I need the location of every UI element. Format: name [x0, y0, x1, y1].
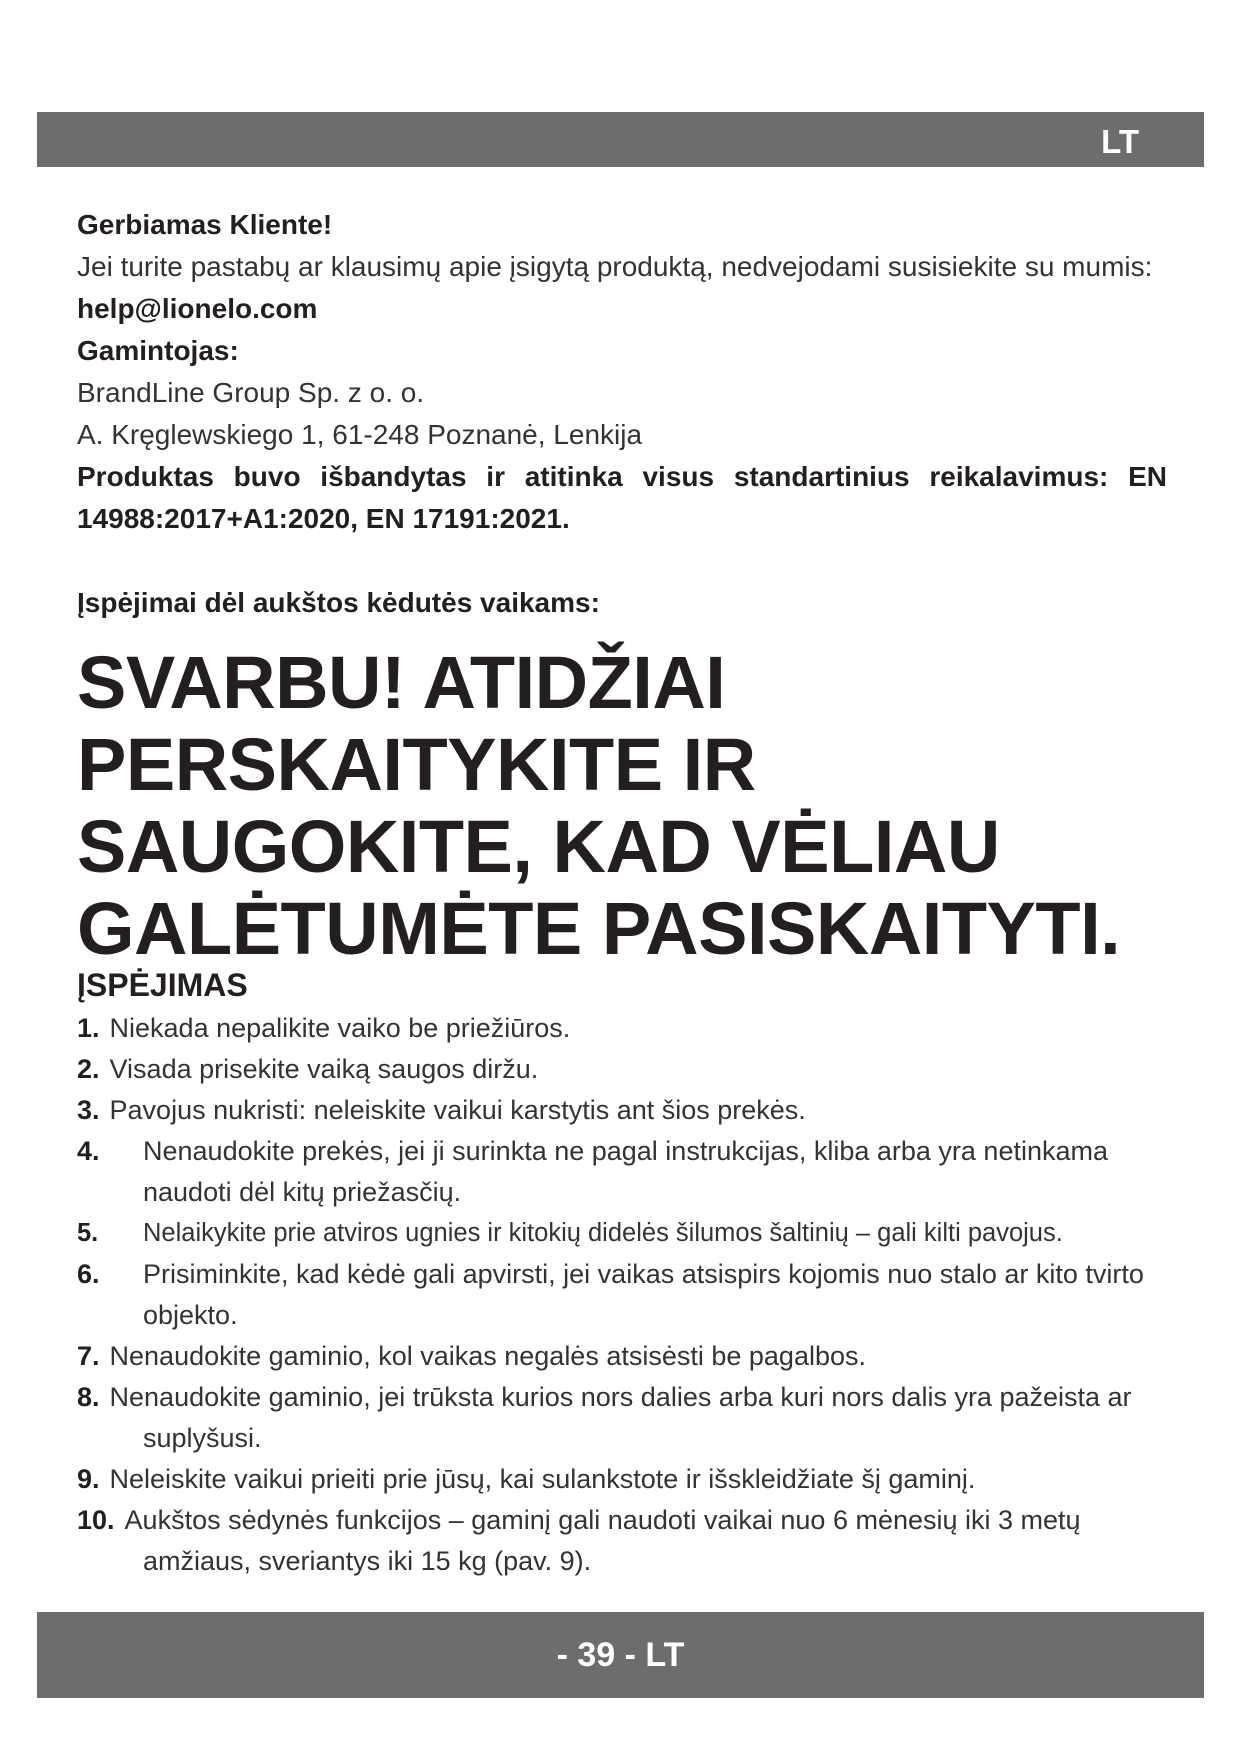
list-item: 5. Nelaikykite prie atviros ugnies ir kitokių didelės šilumos šaltinių – gali kilti pavojus. [77, 1219, 1063, 1247]
list-item: 10. Aukštos sėdynės funkcijos – gaminį gali naudoti vaikai nuo 6 mėnesių iki 3 metų amžiaus, sveriantys iki 15 kg (pav. 9). [77, 1505, 1081, 1576]
contact-sentence: Jei turite pastabų ar klausimų apie įsigytą produktą, nedvejodami susisiekite su mumis: [77, 251, 1153, 282]
list-item: 2. Visada prisekite vaiką saugos diržu. [77, 1054, 539, 1084]
manufacturer-label: Gamintojas: [77, 335, 239, 366]
list-item: 1. Niekada nepalikite vaiko be priežiūros. [77, 1013, 571, 1043]
list-item: 8. Nenaudokite gaminio, jei trūksta kurios nors dalies arba kuri nors dalis yra pažeista ar suplyšusi. [77, 1382, 1132, 1453]
list-item: 4. Nenaudokite prekės, jei ji surinkta ne pagal instrukcijas, kliba arba yra netinkama naudoti dėl kitų priežasčių. [77, 1136, 1108, 1207]
footer-bar [37, 1612, 1204, 1698]
standards-statement: Produktas buvo išbandytas ir atitinka visus standartinius reikalavimus: EN 14988:2017+A1:2020, EN 17191:2021. [77, 461, 1167, 534]
page-number: - 39 - LT [556, 1636, 685, 1674]
manufacturer-name: BrandLine Group Sp. z o. o. [77, 377, 425, 408]
warnings-heading: Įspėjimai dėl aukštos kėdutės vaikams: [77, 587, 600, 618]
list-item: 6. Prisiminkite, kad kėdė gali apvirsti, jei vaikas atsispirs kojomis nuo stalo ar kito tvirto objekto. [77, 1259, 1144, 1330]
contact-text [77, 246, 1167, 330]
manufacturer-address: A. Kręglewskiego 1, 61-248 Poznanė, Lenkija [77, 419, 643, 450]
header-bar [37, 112, 1204, 167]
greeting: Gerbiamas Kliente! [77, 209, 333, 240]
warning-title: ĮSPĖJIMAS [77, 967, 248, 1003]
list-item: 7. Nenaudokite gaminio, kol vaikas negalės atsisėsti be pagalbos. [77, 1341, 866, 1371]
important-notice: SVARBU! ATIDŽIAI PERSKAITYKITE IR SAUGOKITE, KAD VĖLIAU GALĖTUMĖTE PASISKAITYTI. [77, 641, 1121, 970]
warning-list [77, 1008, 1167, 1582]
list-item: 3. Pavojus nukristi: neleiskite vaikui karstytis ant šios prekės. [77, 1095, 806, 1125]
list-item: 9. Neleiskite vaikui prieiti prie jūsų, kai sulankstote ir išskleidžiate šį gaminį. [77, 1464, 976, 1494]
language-code: LT [1101, 123, 1139, 160]
contact-email[interactable]: help@lionelo.com [77, 293, 318, 324]
page-content [77, 204, 1167, 1582]
